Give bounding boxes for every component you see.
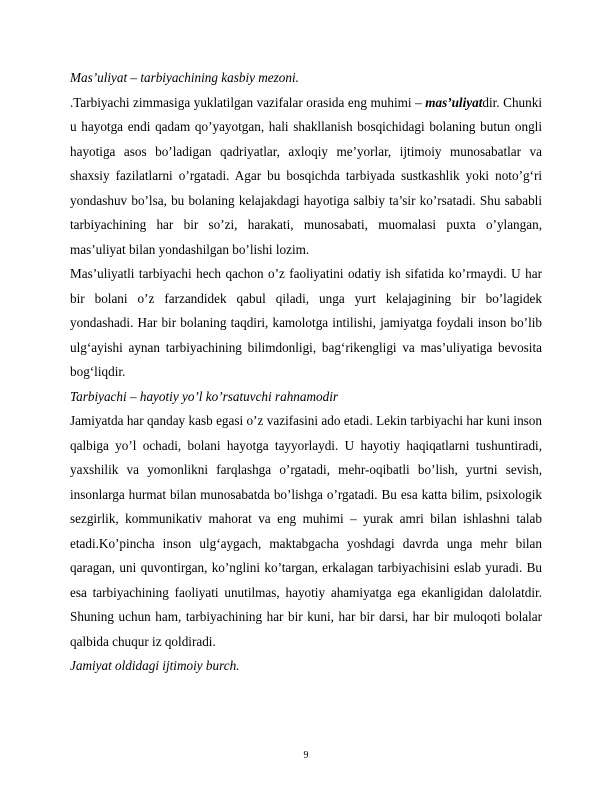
emphasized-term: mas’uliyat [425,94,483,110]
section-heading-responsibility: Mas’uliyat – tarbiyachining kasbiy mezoni. [70,70,299,85]
paragraph-responsible-educator: Mas’uliyatli tarbiyachi hech qachon o’z faoliyatini odatiy ish sifatida ko’rmaydi. U har bir bolani o’z farzandidek qabul qiladi, unga yurt kelajagining bir bo’lagidek yondashadi. Har bir bolaning taqdiri, kamolotga intilishi, jamiyatga foydali inson bo’lib ulg‘ayishi aynan tarbiyachining bilimdonligi, bag‘rikengligi va mas’uliyatiga bevosita bog‘liqdir. [70,266,542,379]
paragraph-educator-guide: Jamiyatda har qanday kasb egasi o’z vazifasini ado etadi. Lekin tarbiyachi har kuni inson qalbiga yo’l ochadi, bolani hayotga tayyorlaydi. U hayotiy haqiqatlarni tushuntiradi, yaxshilik va yomonlikni farqlashga o’rgatadi, mehr-oqibatli bo’lish, yurtni sevish, insonlarga hurmat bilan munosabatda bo’lishga o’rgatadi. Bu esa katta bilim, psixologik sezgirlik, kommunikativ mahorat va eng muhimi – yurak amri bilan ishlashni talab etadi.Ko’pincha inson ulg‘aygach, maktabgacha yoshdagi davrda unga mehr bilan qaragan, uni quvontirgan, ko’nglini ko’targan, erkalagan tarbiyachisini eslab yuradi. Bu esa tarbiyachining faoliyati unutilmas, hayotiy ahamiyatga ega ekanligidan dalolatdir. Shuning uchun ham, tarbiyachining har bir kuni, har bir darsi, har bir muloqoti bolalar qalbida chuqur iz qoldiradi. [70,413,542,649]
page-number: 9 [303,750,309,761]
section-heading-guide: Tarbiyachi – hayotiy yo’l ko’rsatuvchi rahnamodir [70,388,338,404]
document-page [70,66,542,679]
paragraph-text: dir. Chunki u hayotga endi qadam qo’yayotgan, hali shakllanish bosqichidagi bolaning butun ongli hayotiga asos bo’ladigan qadriyatlar, axloqiy me’yorlar, ijtimoiy munosabatlar va shaxsiy fazilatlarni o’rgatadi. Agar bu bosqichda tarbiyada sustkashlik yoki noto’g‘ri yondashuv bo’lsa, bu bolaning kelajakdagi hayotiga salbiy ta’sir ko’rsatadi. Shu sababli tarbiyachining har bir so’zi, harakati, munosabati, muomalasi puxta o’ylangan, mas’uliyat bilan yondashilgan bo’lishi lozim. [70,94,542,257]
paragraph-text: .Tarbiyachi zimmasiga yuklatilgan vazifalar orasida eng muhimi – [70,94,426,110]
section-heading-social-duty: Jamiyat oldidagi ijtimoiy burch. [70,658,240,673]
paragraph-responsibility-intro [70,91,542,263]
